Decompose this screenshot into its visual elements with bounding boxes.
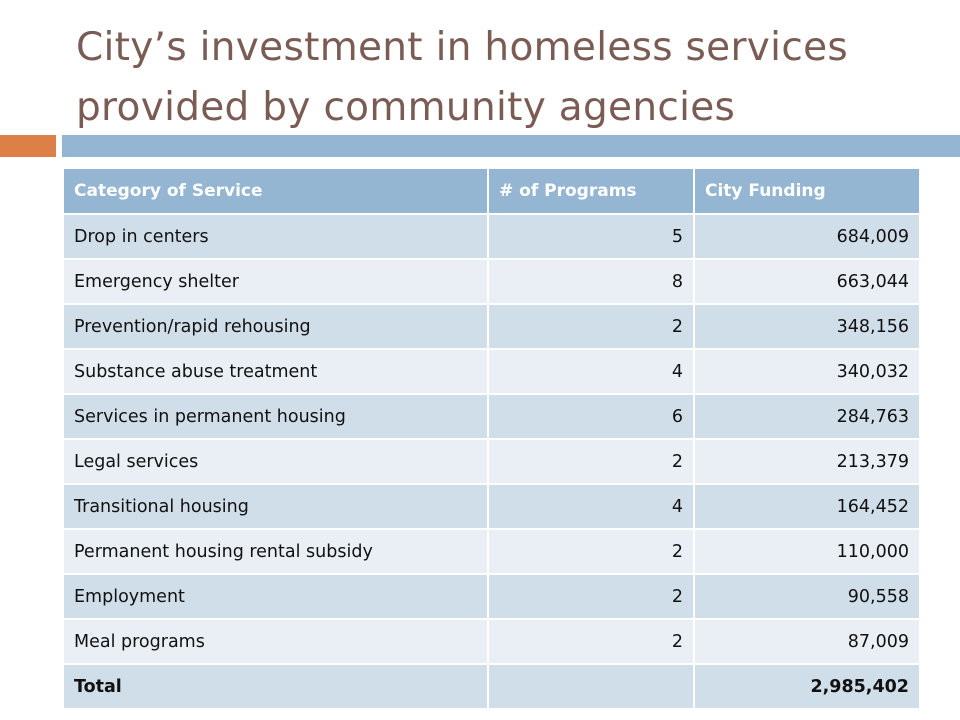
cell-funding: 164,452 [694, 484, 919, 529]
accent-bar-orange [0, 135, 56, 157]
cell-category: Legal services [64, 439, 488, 484]
total-funding: 2,985,402 [694, 664, 919, 709]
table-row [64, 619, 919, 664]
header-category: Category of Service [64, 169, 488, 214]
total-label: Total [64, 664, 488, 709]
title-line-1: City’s investment in homeless services [76, 25, 848, 70]
cell-category: Employment [64, 574, 488, 619]
cell-funding: 90,558 [694, 574, 919, 619]
table-row [64, 259, 919, 304]
cell-programs: 4 [488, 484, 694, 529]
cell-category: Prevention/rapid rehousing [64, 304, 488, 349]
funding-table [64, 169, 919, 710]
cell-programs: 4 [488, 349, 694, 394]
cell-programs: 2 [488, 529, 694, 574]
cell-funding: 684,009 [694, 214, 919, 259]
total-programs [488, 664, 694, 709]
cell-programs: 2 [488, 619, 694, 664]
table-row [64, 304, 919, 349]
cell-category: Transitional housing [64, 484, 488, 529]
header-funding: City Funding [694, 169, 919, 214]
cell-programs: 8 [488, 259, 694, 304]
cell-category: Services in permanent housing [64, 394, 488, 439]
title-line-2: provided by community agencies [76, 85, 736, 130]
cell-funding: 348,156 [694, 304, 919, 349]
table-row [64, 439, 919, 484]
table-header-row [64, 169, 919, 214]
cell-category: Emergency shelter [64, 259, 488, 304]
table-row [64, 214, 919, 259]
table-row [64, 574, 919, 619]
cell-category: Meal programs [64, 619, 488, 664]
accent-bar-blue [62, 135, 960, 157]
cell-programs: 6 [488, 394, 694, 439]
cell-funding: 87,009 [694, 619, 919, 664]
table-row [64, 349, 919, 394]
cell-programs: 2 [488, 304, 694, 349]
cell-programs: 5 [488, 214, 694, 259]
cell-funding: 663,044 [694, 259, 919, 304]
cell-funding: 340,032 [694, 349, 919, 394]
cell-funding: 284,763 [694, 394, 919, 439]
cell-category: Substance abuse treatment [64, 349, 488, 394]
cell-category: Drop in centers [64, 214, 488, 259]
cell-funding: 110,000 [694, 529, 919, 574]
table-row [64, 529, 919, 574]
table-row [64, 394, 919, 439]
table-row [64, 484, 919, 529]
header-programs: # of Programs [488, 169, 694, 214]
page-title [76, 18, 936, 138]
total-row [64, 664, 919, 709]
cell-programs: 2 [488, 439, 694, 484]
cell-funding: 213,379 [694, 439, 919, 484]
cell-category: Permanent housing rental subsidy [64, 529, 488, 574]
cell-programs: 2 [488, 574, 694, 619]
